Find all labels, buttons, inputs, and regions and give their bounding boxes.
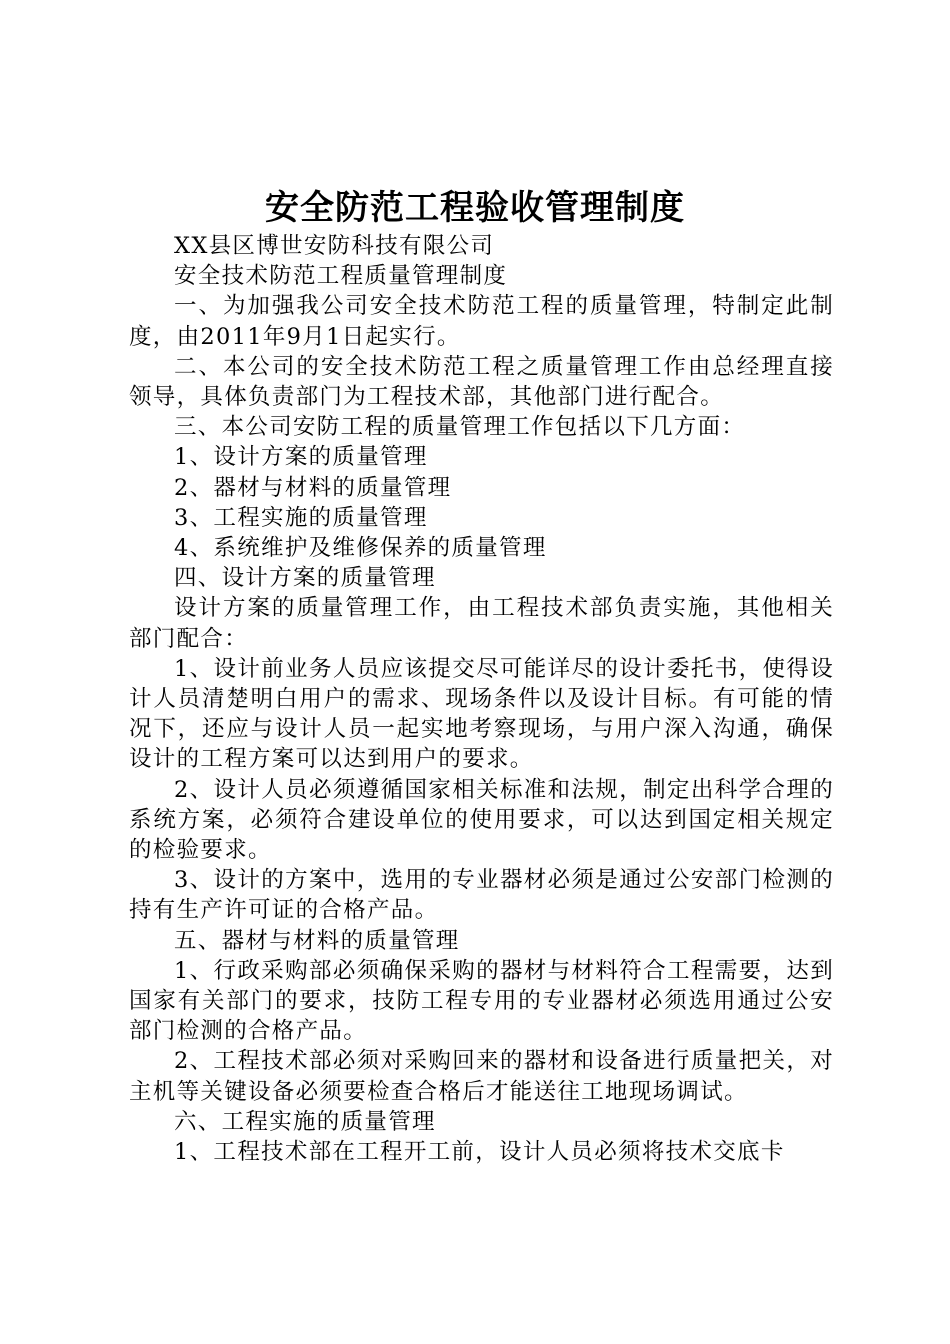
list-item: 1、设计方案的质量管理 [174,444,428,471]
paragraph-company: XX县区博世安防科技有限公司 [174,233,495,259]
paragraph: 设计方案的质量管理工作，由工程技术部负责实施，其他相关部门配合： [129,595,834,652]
paragraph: 1、行政采购部必须确保采购的器材与材料符合工程需要，达到国家有关部门的要求，技防工程专用的专业器材必须选用通过公安部门检测的合格产品。 [129,957,834,1045]
list-item: 2、器材与材料的质量管理 [174,474,452,501]
document-body [129,231,834,1167]
document-title: 安全防范工程验收管理制度 [265,188,685,228]
paragraph: 1、工程技术部在工程开工前，设计人员必须将技术交底卡 [174,1139,785,1166]
paragraph-section-1: 一、为加强我公司安全技术防范工程的质量管理，特制定此制度，由2011年9月1日起实行。 [129,293,834,350]
paragraph: 3、设计的方案中，选用的专业器材必须是通过公安部门检测的持有生产许可证的合格产品。 [129,867,834,924]
section-heading-4: 四、设计方案的质量管理 [174,565,436,592]
paragraph: 2、工程技术部必须对采购回来的器材和设备进行质量把关，对主机等关键设备必须要检查合格后才能送往工地现场调试。 [129,1048,834,1105]
section-heading-6: 六、工程实施的质量管理 [174,1108,436,1135]
paragraph-section-2: 二、本公司的安全技术防范工程之质量管理工作由总经理直接领导，具体负责部门为工程技术部，其他部门进行配合。 [129,353,834,411]
paragraph-section-3: 三、本公司安防工程的质量管理工作包括以下几方面： [174,414,746,441]
list-item: 4、系统维护及维修保养的质量管理 [174,535,547,562]
list-item: 3、工程实施的质量管理 [174,504,428,531]
section-heading-5: 五、器材与材料的质量管理 [174,927,460,954]
paragraph-subtitle: 安全技术防范工程质量管理制度 [174,263,508,290]
paragraph: 2、设计人员必须遵循国家相关标准和法规，制定出科学合理的系统方案，必须符合建设单位的使用要求，可以达到国定相关规定的检验要求。 [129,776,834,864]
paragraph: 1、设计前业务人员应该提交尽可能详尽的设计委托书，使得设计人员清楚明白用户的需求、现场条件以及设计目标。有可能的情况下，还应与设计人员一起实地考察现场，与用户深入沟通，确保设计的工程方案可以达到用户的要求。 [129,655,834,773]
